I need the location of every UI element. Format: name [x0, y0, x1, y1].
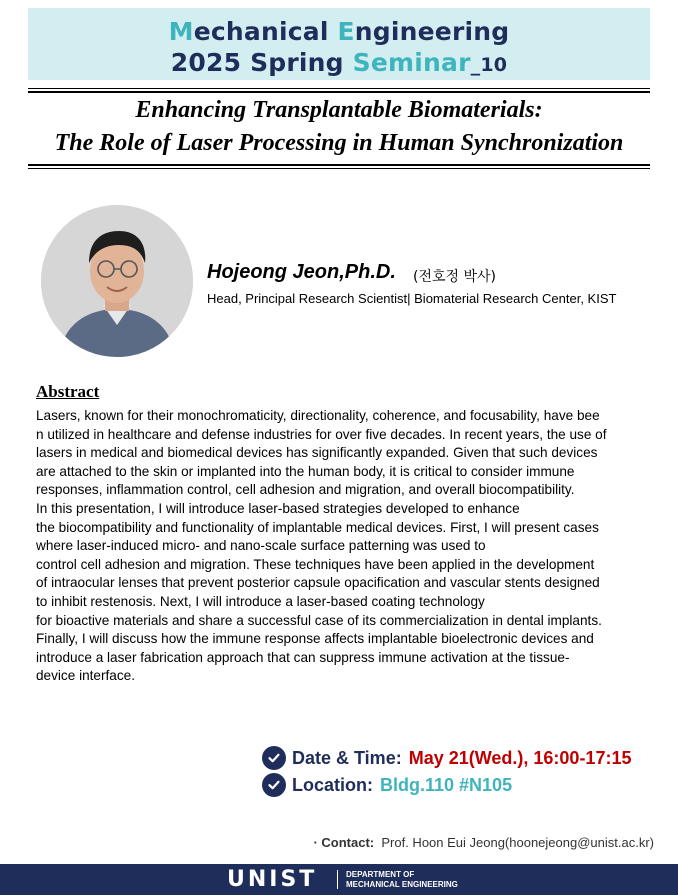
speaker-name-korean: (전호정 박사): [413, 269, 496, 285]
abstract-line: to inhibit restenosis. Next, I will introduce a laser-based coating technology: [36, 593, 485, 609]
contact-label: · Contact:: [313, 835, 375, 850]
contact-value[interactable]: Prof. Hoon Eui Jeong(hoonejeong@unist.ac.kr): [381, 835, 654, 850]
abstract-line: are attached to the skin or implanted into the human body, it is critical to consider immune: [36, 463, 575, 479]
title-rule-top-thick: [28, 91, 650, 93]
abstract-line: of intraocular lenses that prevent posterior capsule opacification and vascular stents designed: [36, 575, 600, 591]
abstract-line: In this presentation, I will introduce laser-based strategies developed to enhance: [36, 500, 520, 516]
abstract-line: the biocompatibility and functionality of implantable medical devices. First, I will present cases: [36, 519, 599, 535]
date-time-label: Date & Time:: [292, 747, 402, 768]
title-rule-bottom-thick: [28, 164, 650, 166]
footer-divider: [337, 870, 338, 889]
abstract-line: lasers in medical and biomedical devices has significantly expanded. Given that such devices: [36, 445, 598, 461]
speaker-name: Hojeong Jeon,Ph.D.: [207, 261, 396, 283]
talk-title: [28, 94, 650, 160]
abstract-line: responses, inflammation control, cell adhesion and migration, and overall biocompatibility.: [36, 482, 575, 498]
abstract-line: n utilized in healthcare and defense industries for over five decades. In recent years, the use of: [36, 426, 607, 442]
title-rule-top: [28, 88, 650, 89]
date-time-value: May 21(Wed.), 16:00-17:15: [408, 747, 632, 768]
check-circle-icon: [262, 773, 286, 797]
contact-info: [313, 835, 654, 850]
check-circle-icon: [262, 746, 286, 770]
abstract-body: [36, 407, 652, 686]
abstract-line: Lasers, known for their monochromaticity, directionality, coherence, and focusability, have bee: [36, 408, 600, 423]
location-row: [262, 771, 512, 799]
unist-logo: UNIST: [227, 867, 318, 892]
department-line-1: DEPARTMENT OF: [346, 870, 415, 879]
abstract-heading: Abstract: [36, 382, 100, 401]
speaker-portrait-illustration: [41, 205, 193, 357]
header-department: Mechanical Engineering: [168, 17, 510, 46]
talk-title-line-2: The Role of Laser Processing in Human Synchronization: [54, 130, 624, 156]
footer-bar: [0, 864, 678, 895]
talk-title-line-1: Enhancing Transplantable Biomaterials:: [135, 97, 543, 123]
abstract-line: control cell adhesion and migration. These techniques have been applied in the development: [36, 556, 595, 572]
header-seminar-series: 2025 Spring Seminar_10: [170, 48, 508, 77]
abstract-line: for bioactive materials and share a successful case of its commercialization in dental implants.: [36, 612, 602, 628]
abstract-line: device interface.: [36, 668, 135, 684]
speaker-photo: [41, 205, 193, 357]
title-rule-bottom: [28, 168, 650, 169]
location-label: Location:: [292, 774, 373, 795]
location-value: Bldg.110 #N105: [380, 774, 513, 795]
speaker-affiliation: Head, Principal Research Scientist| Biomaterial Research Center, KIST: [207, 291, 617, 306]
department-name: [346, 870, 458, 890]
abstract-line: introduce a laser fabrication approach that can suppress immune activation at the tissue-: [36, 649, 570, 665]
abstract-line: where laser-induced micro- and nano-scale surface patterning was used to: [36, 538, 486, 554]
abstract-line: Finally, I will discuss how the immune response affects implantable bioelectronic devices and: [36, 631, 594, 647]
department-line-2: MECHANICAL ENGINEERING: [346, 880, 458, 889]
seminar-header: [28, 8, 650, 80]
date-time-row: [262, 744, 631, 772]
